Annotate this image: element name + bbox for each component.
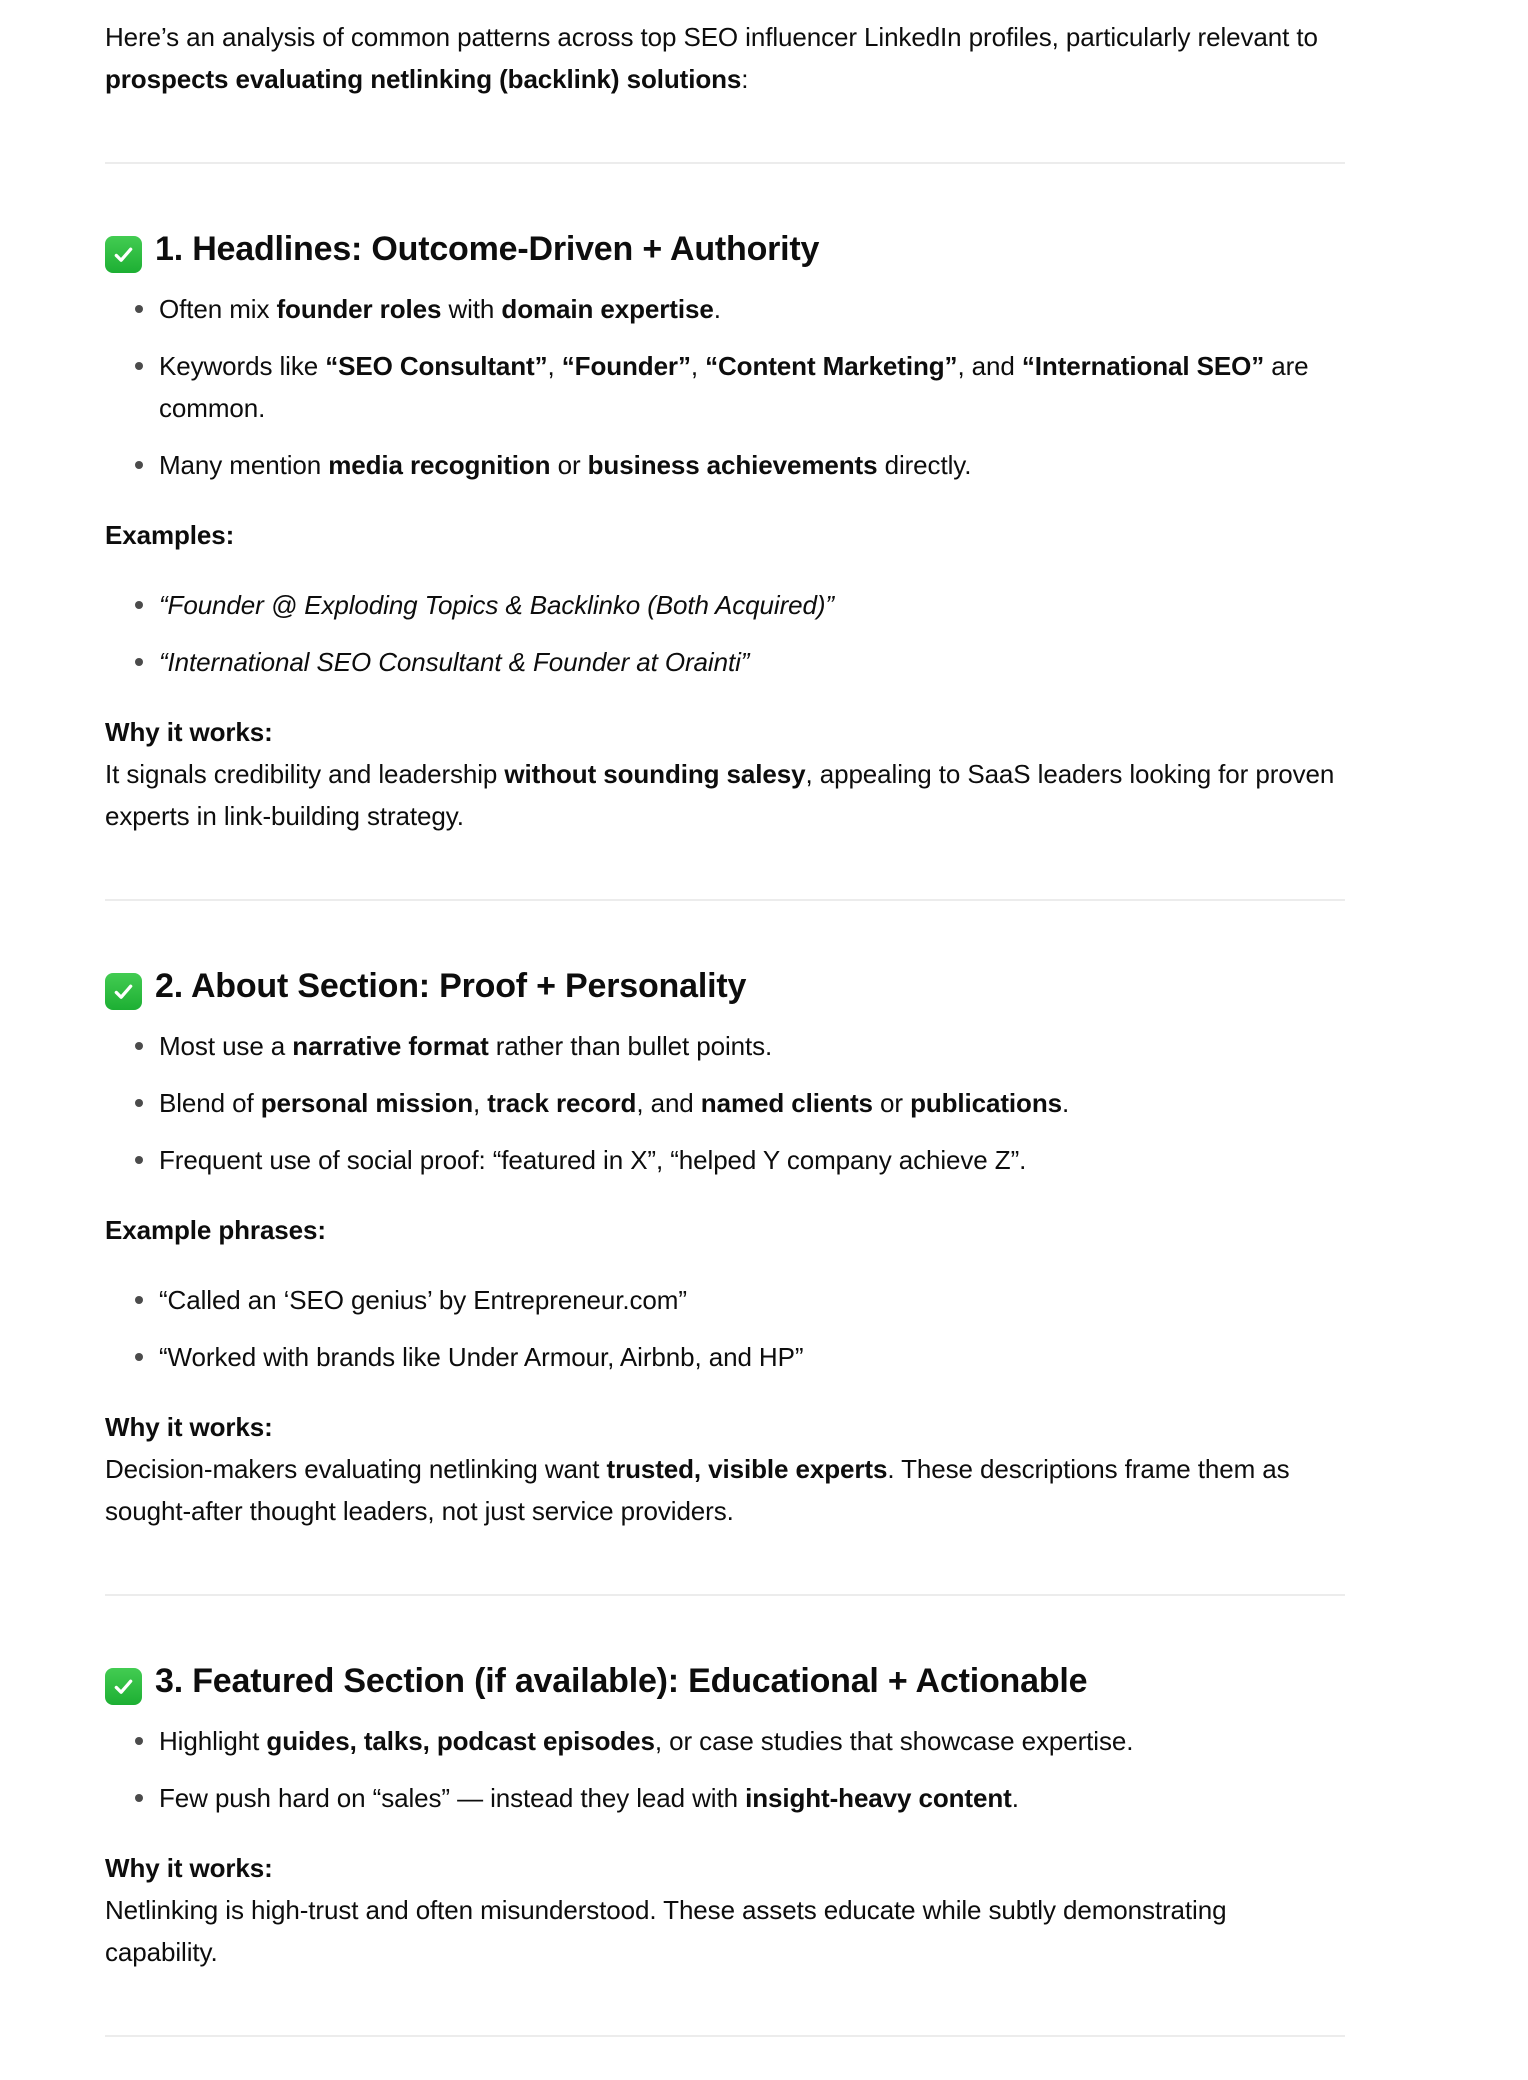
- list-item: Blend of personal mission, track record, and named clients or publications.: [129, 1082, 1345, 1124]
- assistant-response-body: [105, 0, 1345, 2037]
- list-item: “Worked with brands like Under Armour, Airbnb, and HP”: [129, 1336, 1345, 1378]
- examples-label: Example phrases:: [105, 1215, 326, 1245]
- why-it-works-text: It signals credibility and leadership without sounding salesy, appealing to SaaS leaders looking for proven experts in link-building strategy.: [105, 759, 1335, 831]
- section-divider: [105, 2035, 1345, 2037]
- list-item: Many mention media recognition or business achievements directly.: [129, 444, 1345, 486]
- section-2-bullets: [105, 1025, 1345, 1181]
- why-it-works-paragraph: [105, 1847, 1345, 1973]
- section-about: [105, 963, 1345, 1532]
- section-2-title-text: 2. About Section: Proof + Personality: [155, 967, 747, 1005]
- check-mark-icon: [105, 236, 142, 273]
- section-1-title-text: 1. Headlines: Outcome-Driven + Authority: [155, 230, 820, 268]
- section-divider: [105, 162, 1345, 164]
- section-featured: [105, 1658, 1345, 1973]
- section-3-title: [105, 1658, 1345, 1705]
- list-item: Highlight guides, talks, podcast episodes, or case studies that showcase expertise.: [129, 1720, 1345, 1762]
- list-item: “Called an ‘SEO genius’ by Entrepreneur.com”: [129, 1279, 1345, 1321]
- why-it-works-text: Decision-makers evaluating netlinking want trusted, visible experts. These descriptions frame them as sought-after thought leaders, not just service providers.: [105, 1454, 1290, 1526]
- why-it-works-paragraph: [105, 711, 1345, 837]
- section-2-examples: [105, 1279, 1345, 1378]
- list-item: Few push hard on “sales” — instead they lead with insight-heavy content.: [129, 1777, 1345, 1819]
- why-it-works-label: Why it works:: [105, 717, 273, 747]
- check-mark-icon: [105, 1668, 142, 1705]
- section-1-title: [105, 226, 1345, 273]
- section-divider: [105, 1594, 1345, 1596]
- list-item: “Founder @ Exploding Topics & Backlinko (Both Acquired)”: [129, 584, 1345, 626]
- section-1-bullets: [105, 288, 1345, 486]
- why-it-works-label: Why it works:: [105, 1853, 273, 1883]
- check-mark-icon: [105, 973, 142, 1010]
- section-divider: [105, 899, 1345, 901]
- section-1-examples: [105, 584, 1345, 683]
- section-3-title-text: 3. Featured Section (if available): Educational + Actionable: [155, 1662, 1088, 1700]
- examples-label: Examples:: [105, 520, 235, 550]
- list-item: Frequent use of social proof: “featured in X”, “helped Y company achieve Z”.: [129, 1139, 1345, 1181]
- intro-paragraph: Here’s an analysis of common patterns across top SEO influencer LinkedIn profiles, particularly relevant to prospects evaluating netlinking (backlink) solutions:: [105, 22, 1318, 94]
- section-2-title: [105, 963, 1345, 1010]
- section-headlines: [105, 226, 1345, 837]
- why-it-works-text: Netlinking is high-trust and often misunderstood. These assets educate while subtly demonstrating capability.: [105, 1895, 1227, 1967]
- why-it-works-label: Why it works:: [105, 1412, 273, 1442]
- list-item: Most use a narrative format rather than bullet points.: [129, 1025, 1345, 1067]
- section-3-bullets: [105, 1720, 1345, 1819]
- why-it-works-paragraph: [105, 1406, 1345, 1532]
- list-item: “International SEO Consultant & Founder at Orainti”: [129, 641, 1345, 683]
- list-item: Keywords like “SEO Consultant”, “Founder”, “Content Marketing”, and “International SEO” are common.: [129, 345, 1345, 429]
- list-item: Often mix founder roles with domain expertise.: [129, 288, 1345, 330]
